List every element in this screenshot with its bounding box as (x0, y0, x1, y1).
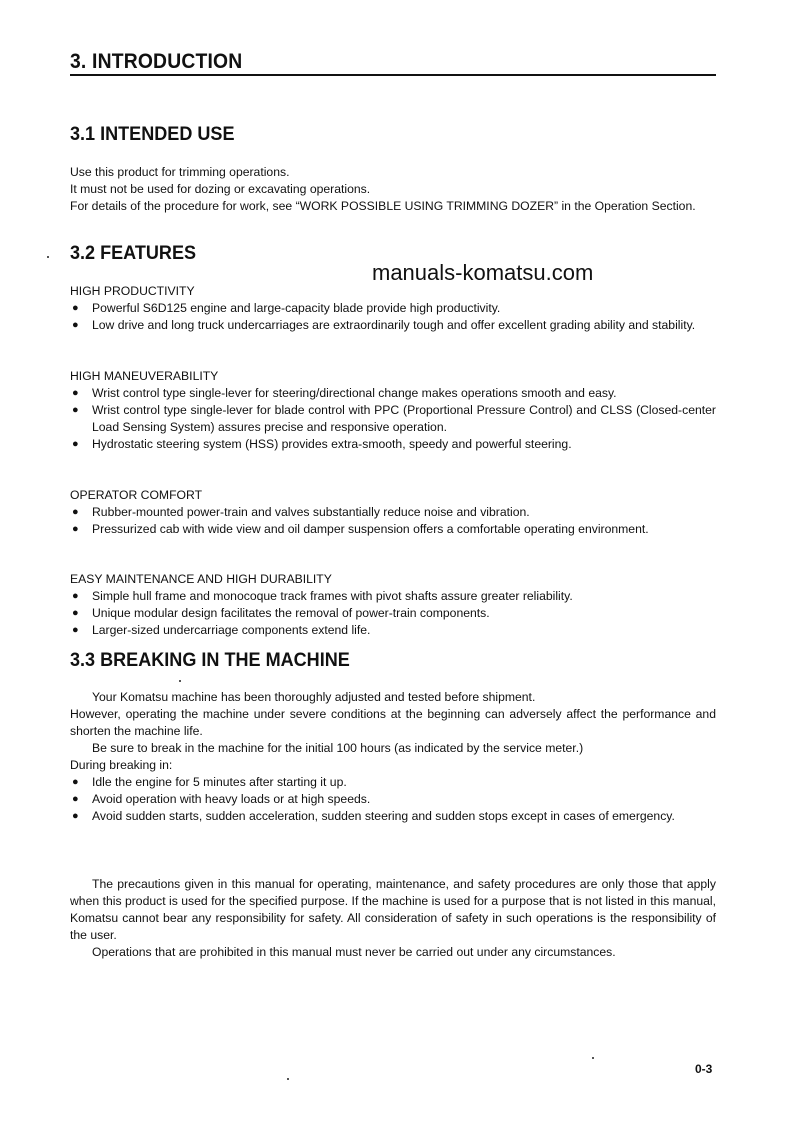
paragraph: During breaking in: (70, 758, 173, 772)
bullet-icon: ● (72, 590, 79, 602)
bullet-icon: ● (72, 624, 79, 636)
scan-speck (179, 680, 181, 682)
list-item: ● Pressurized cab with wide view and oil damper suspension offers a comfortable operating environment. (72, 522, 649, 536)
bullet-list (70, 588, 716, 639)
features-group-productivity (70, 283, 716, 334)
bullet-icon: ● (72, 793, 79, 805)
section-title-breaking-in: 3.3 BREAKING IN THE MACHINE (70, 650, 350, 671)
bullet-list (70, 385, 716, 453)
bullet-icon: ● (72, 607, 79, 619)
list-item: ● Avoid sudden starts, sudden acceleration, sudden steering and sudden stops except in cases of emergency. (72, 809, 675, 823)
scan-speck (592, 1057, 594, 1059)
subheading: EASY MAINTENANCE AND HIGH DURABILITY (70, 572, 332, 586)
list-item: ● Unique modular design facilitates the removal of power-train components. (72, 606, 490, 620)
bullet-list (70, 300, 716, 334)
list-item: ● Idle the engine for 5 minutes after starting it up. (72, 775, 347, 789)
paragraph: However, operating the machine under severe conditions at the beginning can adversely affect the performance and shorten the machine life. (70, 707, 716, 738)
section-title-intended-use: 3.1 INTENDED USE (70, 124, 235, 145)
bullet-list (70, 504, 716, 538)
chapter-title-rule (70, 74, 716, 76)
bullet-icon: ● (72, 387, 79, 399)
bullet-icon: ● (72, 319, 79, 331)
bullet-icon: ● (72, 404, 79, 416)
features-group-maintenance (70, 571, 716, 639)
list-item: ● Wrist control type single-lever for blade control with PPC (Proportional Pressure Control) and CLSS (Closed-center Load Sensing System) assures precise and responsive operation. (72, 403, 716, 434)
bullet-icon: ● (72, 523, 79, 535)
list-item: ● Rubber-mounted power-train and valves substantially reduce noise and vibration. (72, 505, 530, 519)
list-item: ● Hydrostatic steering system (HSS) provides extra-smooth, speedy and powerful steering. (72, 437, 572, 451)
paragraph: Operations that are prohibited in this manual must never be carried out under any circumstances. (92, 945, 616, 959)
paragraph: Be sure to break in the machine for the initial 100 hours (as indicated by the service meter.) (92, 741, 584, 755)
intended-use-body (70, 164, 716, 215)
bullet-list (70, 774, 716, 825)
bullet-icon: ● (72, 438, 79, 450)
list-item: ● Powerful S6D125 engine and large-capacity blade provide high productivity. (72, 301, 501, 315)
breaking-in-body (70, 689, 716, 825)
precautions-body (70, 876, 716, 961)
paragraph: Your Komatsu machine has been thoroughly adjusted and tested before shipment. (92, 690, 536, 704)
subheading: HIGH PRODUCTIVITY (70, 284, 195, 298)
paragraph: The precautions given in this manual for operating, maintenance, and safety procedures are only those that apply when this product is used for the specified purpose. If the machine is used for a purpose that is not listed in this manual, Komatsu cannot bear any responsibility for safety. All consideration of safety in such operations is the responsibility of the user. (70, 877, 716, 942)
list-item: ● Wrist control type single-lever for steering/directional change makes operations smooth and easy. (72, 386, 617, 400)
scan-speck (47, 256, 49, 258)
list-item: ● Avoid operation with heavy loads or at high speeds. (72, 792, 371, 806)
watermark: manuals-komatsu.com (372, 260, 594, 285)
paragraph: It must not be used for dozing or excavating operations. (70, 182, 371, 196)
list-item: ● Larger-sized undercarriage components extend life. (72, 623, 371, 637)
paragraph: For details of the procedure for work, see “WORK POSSIBLE USING TRIMMING DOZER” in the Operation Section. (70, 199, 696, 213)
list-item: ● Low drive and long truck undercarriages are extraordinarily tough and offer excellent grading ability and stability. (72, 318, 696, 332)
bullet-icon: ● (72, 302, 79, 314)
features-group-comfort (70, 487, 716, 538)
scan-speck (287, 1078, 289, 1080)
subheading: OPERATOR COMFORT (70, 488, 203, 502)
subheading: HIGH MANEUVERABILITY (70, 369, 219, 383)
bullet-icon: ● (72, 810, 79, 822)
page-number: 0-3 (695, 1062, 713, 1076)
paragraph: Use this product for trimming operations. (70, 165, 290, 179)
features-group-maneuverability (70, 368, 716, 453)
bullet-icon: ● (72, 776, 79, 788)
chapter-title: 3. INTRODUCTION (70, 50, 243, 73)
list-item: ● Simple hull frame and monocoque track frames with pivot shafts assure greater reliability. (72, 589, 573, 603)
bullet-icon: ● (72, 506, 79, 518)
section-title-features: 3.2 FEATURES (70, 243, 197, 264)
